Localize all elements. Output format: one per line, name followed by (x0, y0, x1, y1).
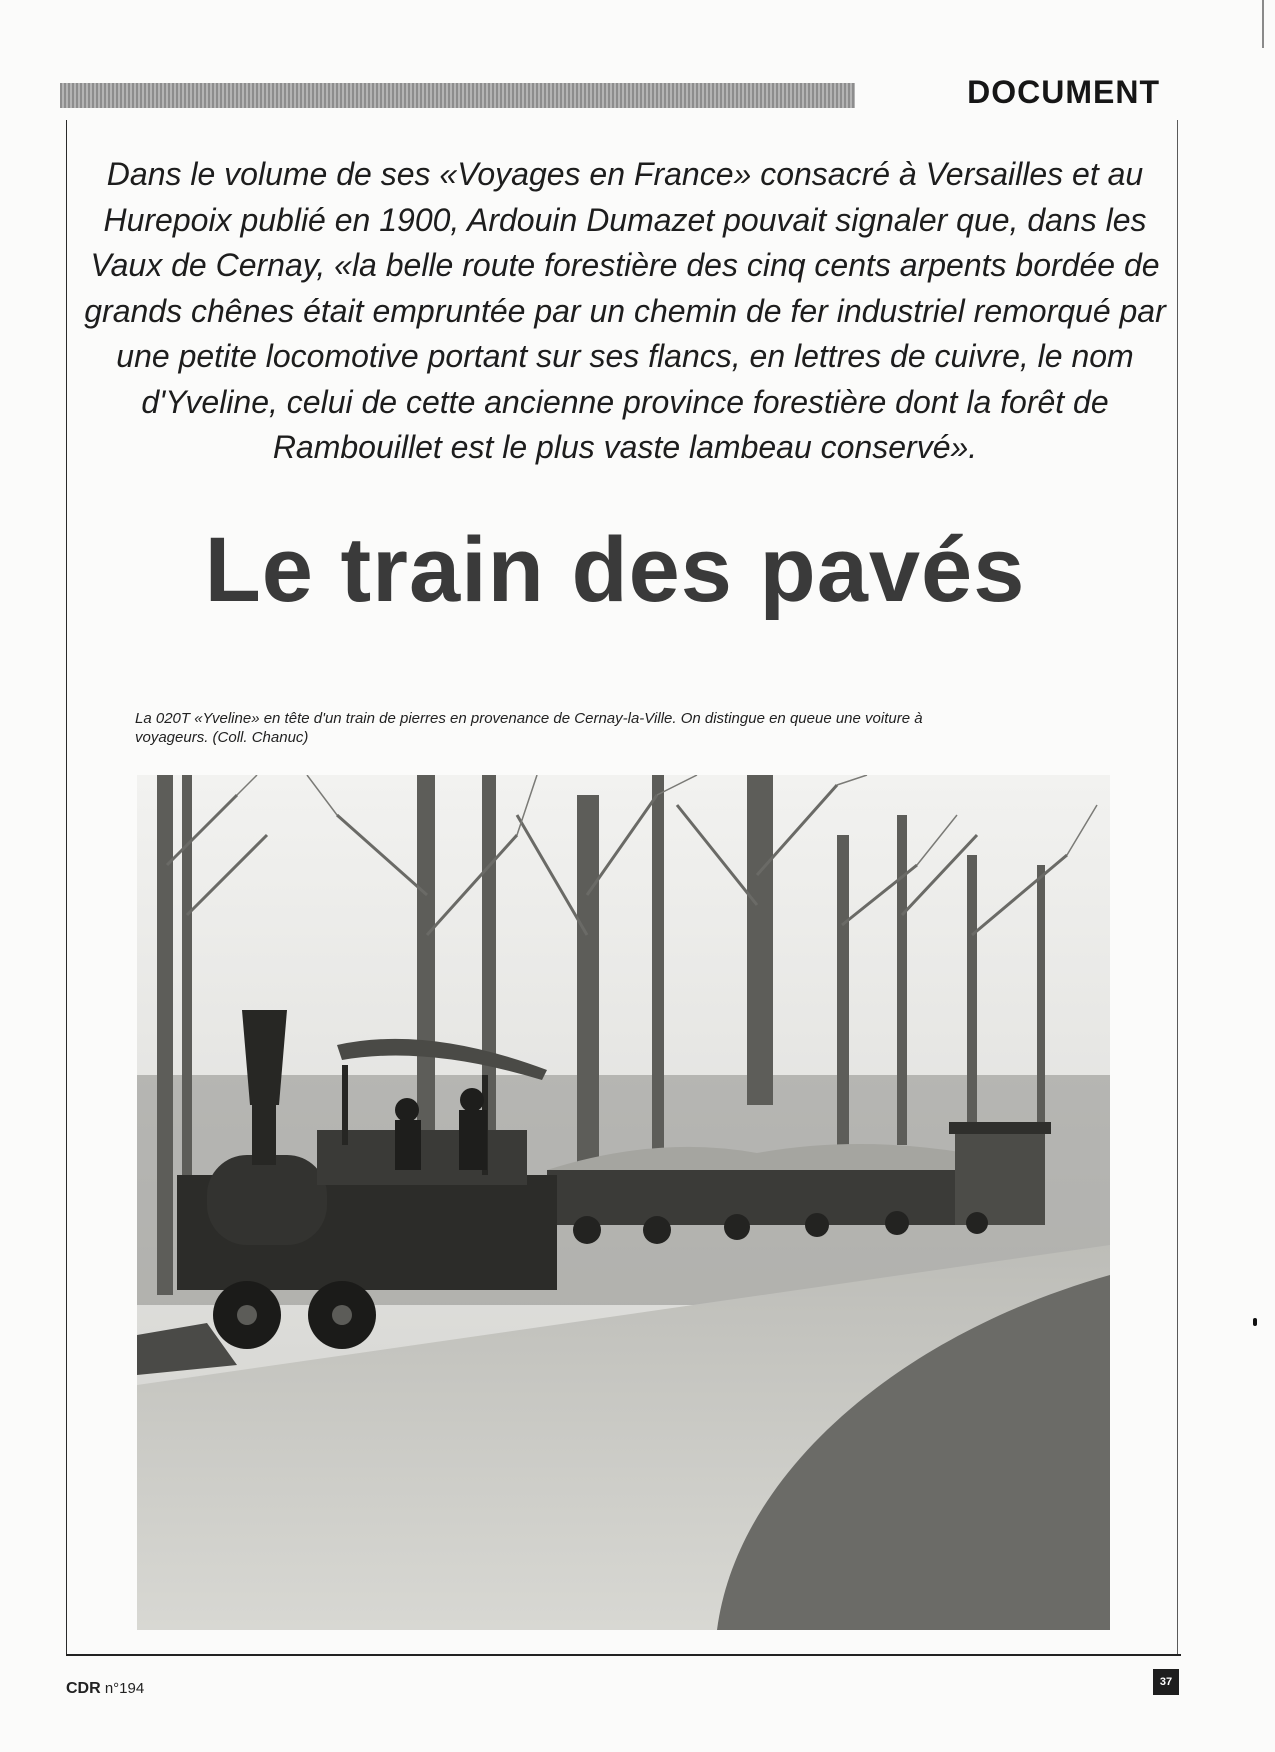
photo-steam-train (137, 775, 1110, 1630)
header-bar (60, 83, 855, 108)
article-title: Le train des pavés (204, 519, 1026, 621)
intro-line: Vaux de Cernay, «la belle route forestière des cinq cents arpents bordée de (90, 247, 1160, 283)
frame-rule-left (66, 120, 67, 1655)
section-label: DOCUMENT (967, 74, 1160, 110)
page-number: 37 (1153, 1669, 1179, 1695)
page-edge-mark (1262, 0, 1264, 48)
footer-magazine (66, 1680, 144, 1698)
intro-line: grands chênes était empruntée par un chemin de fer industriel remorqué par (84, 292, 1166, 329)
photo-caption (135, 709, 1075, 747)
margin-speck (1253, 1318, 1257, 1326)
bottom-rule (66, 1654, 1181, 1656)
frame-rule-right (1177, 120, 1178, 1655)
intro-line: une petite locomotive portant sur ses flancs, en lettres de cuivre, le nom (116, 338, 1134, 374)
issue-number: n°194 (104, 1680, 145, 1697)
caption-line: voyageurs. (Coll. Chanuc) (135, 729, 309, 746)
photo-illustration (137, 775, 1110, 1630)
magazine-name: CDR (66, 1680, 101, 1697)
intro-line: Rambouillet est le plus vaste lambeau conservé». (272, 429, 978, 465)
intro-line: Dans le volume de ses «Voyages en France» consacré à Versailles et au (106, 156, 1144, 192)
intro-line: Hurepoix publié en 1900, Ardouin Dumazet pouvait signaler que, dans les (103, 201, 1147, 238)
intro-line: d'Yveline, celui de cette ancienne province forestière dont la forêt de (141, 383, 1109, 420)
caption-line: La 020T «Yveline» en tête d'un train de pierres en provenance de Cernay-la-Ville. On distingue en queue une voiture à (135, 710, 923, 727)
intro-paragraph (80, 152, 1170, 471)
